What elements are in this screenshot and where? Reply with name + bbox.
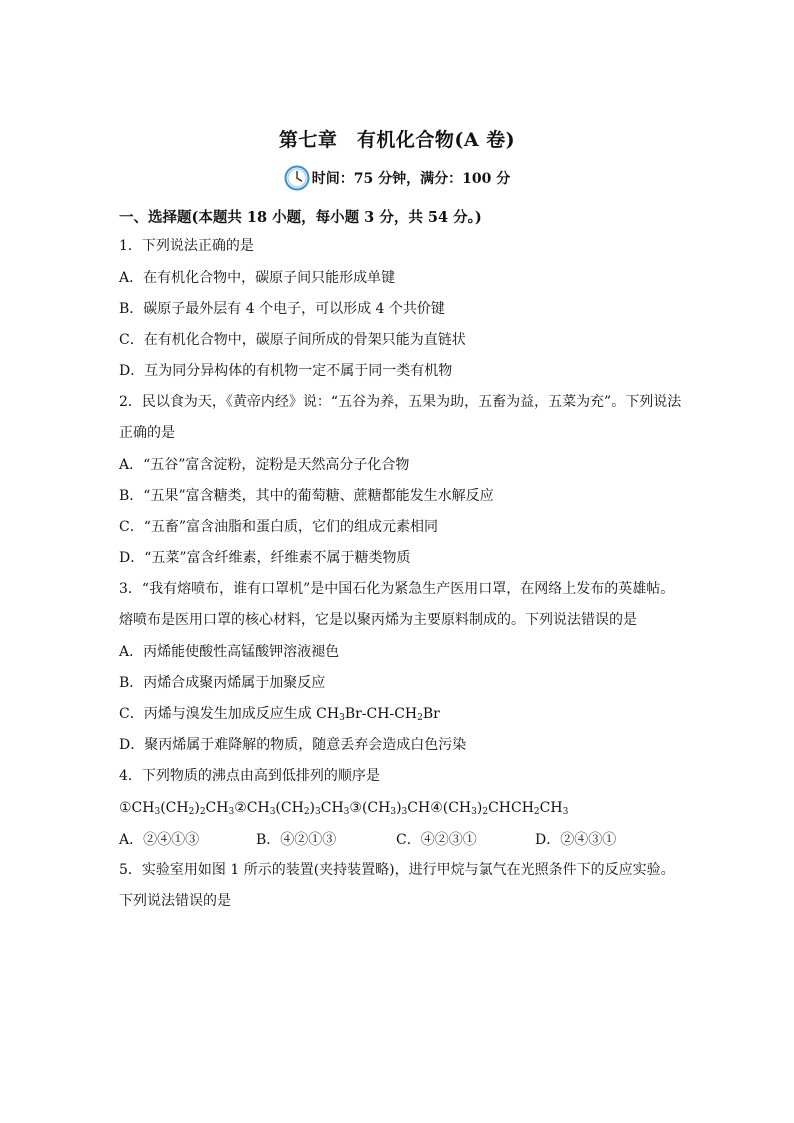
q4-option-a: A．②④①③ (119, 832, 200, 848)
q5-stem-line2: 下列说法错误的是 (119, 893, 231, 909)
page-title: 第七章 有机化合物(A 卷) (278, 129, 516, 151)
q3-stem-line2: 熔喷布是医用口罩的核心材料，它是以聚丙烯为主要原料制成的。下列说法错误的是 (119, 612, 637, 628)
q2-option-b: B．“五果”富含糖类，其中的葡萄糖、蔗糖都能发生水解反应 (119, 488, 494, 504)
q4-option-d: D．②④③① (535, 832, 617, 848)
q1-option-a: A．在有机化合物中，碳原子间只能形成单键 (119, 270, 396, 286)
q2-option-d: D．“五菜”富含纤维素，纤维素不属于糖类物质 (119, 550, 411, 566)
q1-option-d: D．互为同分异构体的有机物一定不属于同一类有机物 (119, 363, 453, 379)
q3-option-d: D．聚丙烯属于难降解的物质，随意丢弃会造成白色污染 (119, 737, 467, 753)
q4-option-b: B．④②①③ (256, 832, 337, 848)
time-info-row (0, 163, 794, 193)
q3-stem-line1: 3．“我有熔喷布，谁有口罩机”是中国石化为紧急生产医用口罩，在网络上发布的英雄帖。 (119, 581, 675, 597)
q4-stem: 4．下列物质的沸点由高到低排列的顺序是 (119, 768, 380, 784)
q1-stem: 1．下列说法正确的是 (119, 238, 254, 254)
q4-options (119, 829, 616, 849)
q3-option-c-text: C．丙烯与溴发生加成反应生成 (119, 706, 317, 722)
q5-stem-line1: 5．实验室用如图 1 所示的装置(夹持装置略)，进行甲烷与氯气在光照条件下的反应实验。 (119, 862, 675, 878)
section-header: 一、选择题(本题共 18 小题，每小题 3 分，共 54 分。) (119, 209, 482, 226)
q2-option-c: C．“五畜”富含油脂和蛋白质，它们的组成元素相同 (119, 519, 439, 535)
q2-option-a: A．“五谷”富含淀粉，淀粉是天然高分子化合物 (119, 457, 410, 473)
q1-option-c: C．在有机化合物中，碳原子间所成的骨架只能为直链状 (119, 332, 466, 348)
clock-icon (284, 165, 310, 191)
q3-option-a: A．丙烯能使酸性高锰酸钾溶液褪色 (119, 644, 340, 660)
time-info: 时间：75 分钟，满分：100 分 (311, 171, 511, 187)
q2-stem-line2: 正确的是 (119, 425, 175, 441)
q2-stem-line1: 2．民以食为天，《黄帝内经》说：“五谷为养，五果为助，五畜为益，五菜为充”。下列说法 (119, 394, 682, 410)
q1-option-b: B．碳原子最外层有 4 个电子，可以形成 4 个共价键 (119, 301, 445, 317)
q3-option-c-formula: $CH_3Br-CH-CH_2Br$ (316, 706, 440, 723)
q3-option-c (119, 704, 440, 724)
q3-option-b: B．丙烯合成聚丙烯属于加聚反应 (119, 675, 326, 691)
q4-option-c: C．④②③① (396, 832, 477, 848)
q4-compounds: $①CH_3(CH_2)_2CH_3②CH_3(CH_2)_3CH_3③(CH_3)_3CH④(CH_3)_2CHCH_2CH_3$ (119, 800, 569, 817)
